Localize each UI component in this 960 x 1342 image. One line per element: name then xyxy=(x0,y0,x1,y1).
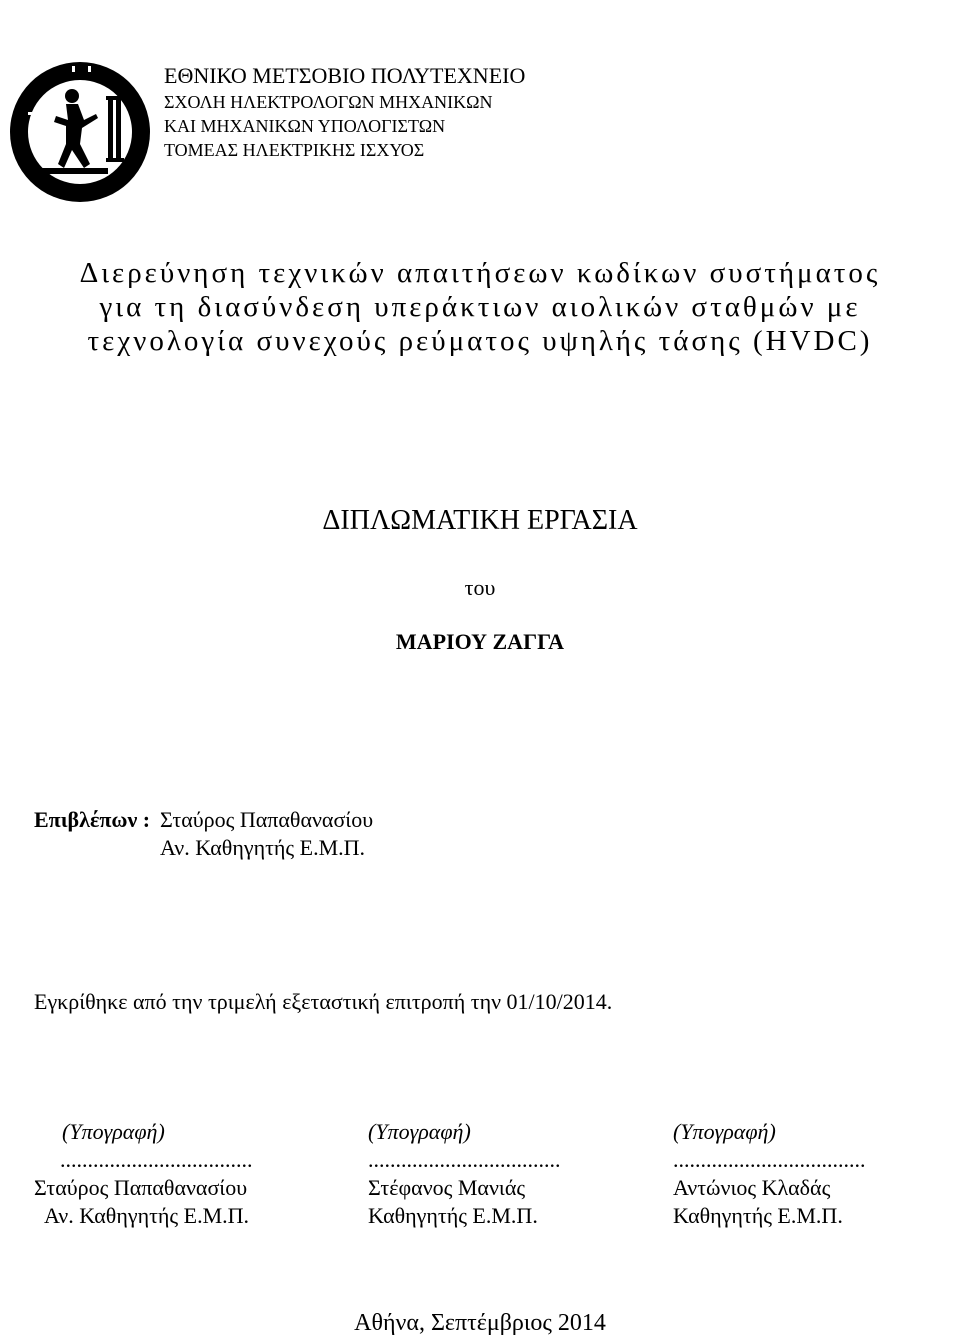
approval-statement: Εγκρίθηκε από την τριμελή εξεταστική επιτροπή την 01/10/2014. xyxy=(34,989,613,1014)
thesis-title-line1: Διερεύνηση τεχνικών απαιτήσεων κωδίκων συστήματος xyxy=(79,257,881,289)
committee-member-title: Καθηγητής Ε.Μ.Π. xyxy=(368,1203,538,1228)
signature-caption: (Υπογραφή) xyxy=(62,1119,165,1144)
committee-member-name: Αντώνιος Κλαδάς xyxy=(673,1175,831,1200)
thesis-title xyxy=(0,256,960,358)
supervisor-block xyxy=(160,806,373,862)
place-date: Αθήνα, Σεπτέμβριος 2014 xyxy=(354,1310,606,1336)
signature-caption: (Υπογραφή) xyxy=(673,1119,776,1144)
department-name: ΤΟΜΕΑΣ ΗΛΕΚΤΡΙΚΗΣ ΙΣΧΥΟΣ xyxy=(164,140,425,160)
committee-member-name: Στέφανος Μανιάς xyxy=(368,1175,526,1200)
thesis-title-line2: για τη διασύνδεση υπεράκτιων αιολικών σταθμών με xyxy=(99,291,861,323)
thesis-title-line3: τεχνολογία συνεχούς ρεύματος υψηλής τάσης (HVDC) xyxy=(87,325,873,357)
signature-line: ................................... xyxy=(60,1147,253,1172)
university-name: ΕΘΝΙΚΟ ΜΕΤΣΟΒΙΟ ΠΟΛΥΤΕΧΝΕΙΟ xyxy=(164,63,526,88)
supervisor-title: Αν. Καθηγητής Ε.Μ.Π. xyxy=(160,835,366,860)
supervisor-label: Επιβλέπων : xyxy=(34,807,151,832)
supervisor-name: Σταύρος Παπαθανασίου xyxy=(160,807,374,832)
university-seal-icon xyxy=(8,60,152,204)
school-name-line1: ΣΧΟΛΗ ΗΛΕΚΤΡΟΛΟΓΩΝ ΜΗΧΑΝΙΚΩΝ xyxy=(164,92,493,112)
author-name: ΜΑΡΙΟΥ ΖΑΓΓΑ xyxy=(395,629,565,654)
signature-caption: (Υπογραφή) xyxy=(368,1119,471,1144)
committee-member-name: Σταύρος Παπαθανασίου xyxy=(34,1175,248,1200)
school-name-line2: ΚΑΙ ΜΗΧΑΝΙΚΩΝ ΥΠΟΛΟΓΙΣΤΩΝ xyxy=(164,116,446,136)
institution-block xyxy=(164,62,525,162)
signature-block xyxy=(673,1118,866,1230)
signature-block xyxy=(34,1118,253,1230)
signature-line: ................................... xyxy=(368,1147,561,1172)
thesis-label: ΔΙΠΛΩΜΑΤΙΚΗ ΕΡΓΑΣΙΑ xyxy=(322,505,638,536)
signature-block xyxy=(368,1118,561,1230)
of-label: του xyxy=(464,575,496,600)
signature-line: ................................... xyxy=(673,1147,866,1172)
committee-member-title: Αν. Καθηγητής Ε.Μ.Π. xyxy=(44,1203,250,1228)
committee-member-title: Καθηγητής Ε.Μ.Π. xyxy=(673,1203,843,1228)
